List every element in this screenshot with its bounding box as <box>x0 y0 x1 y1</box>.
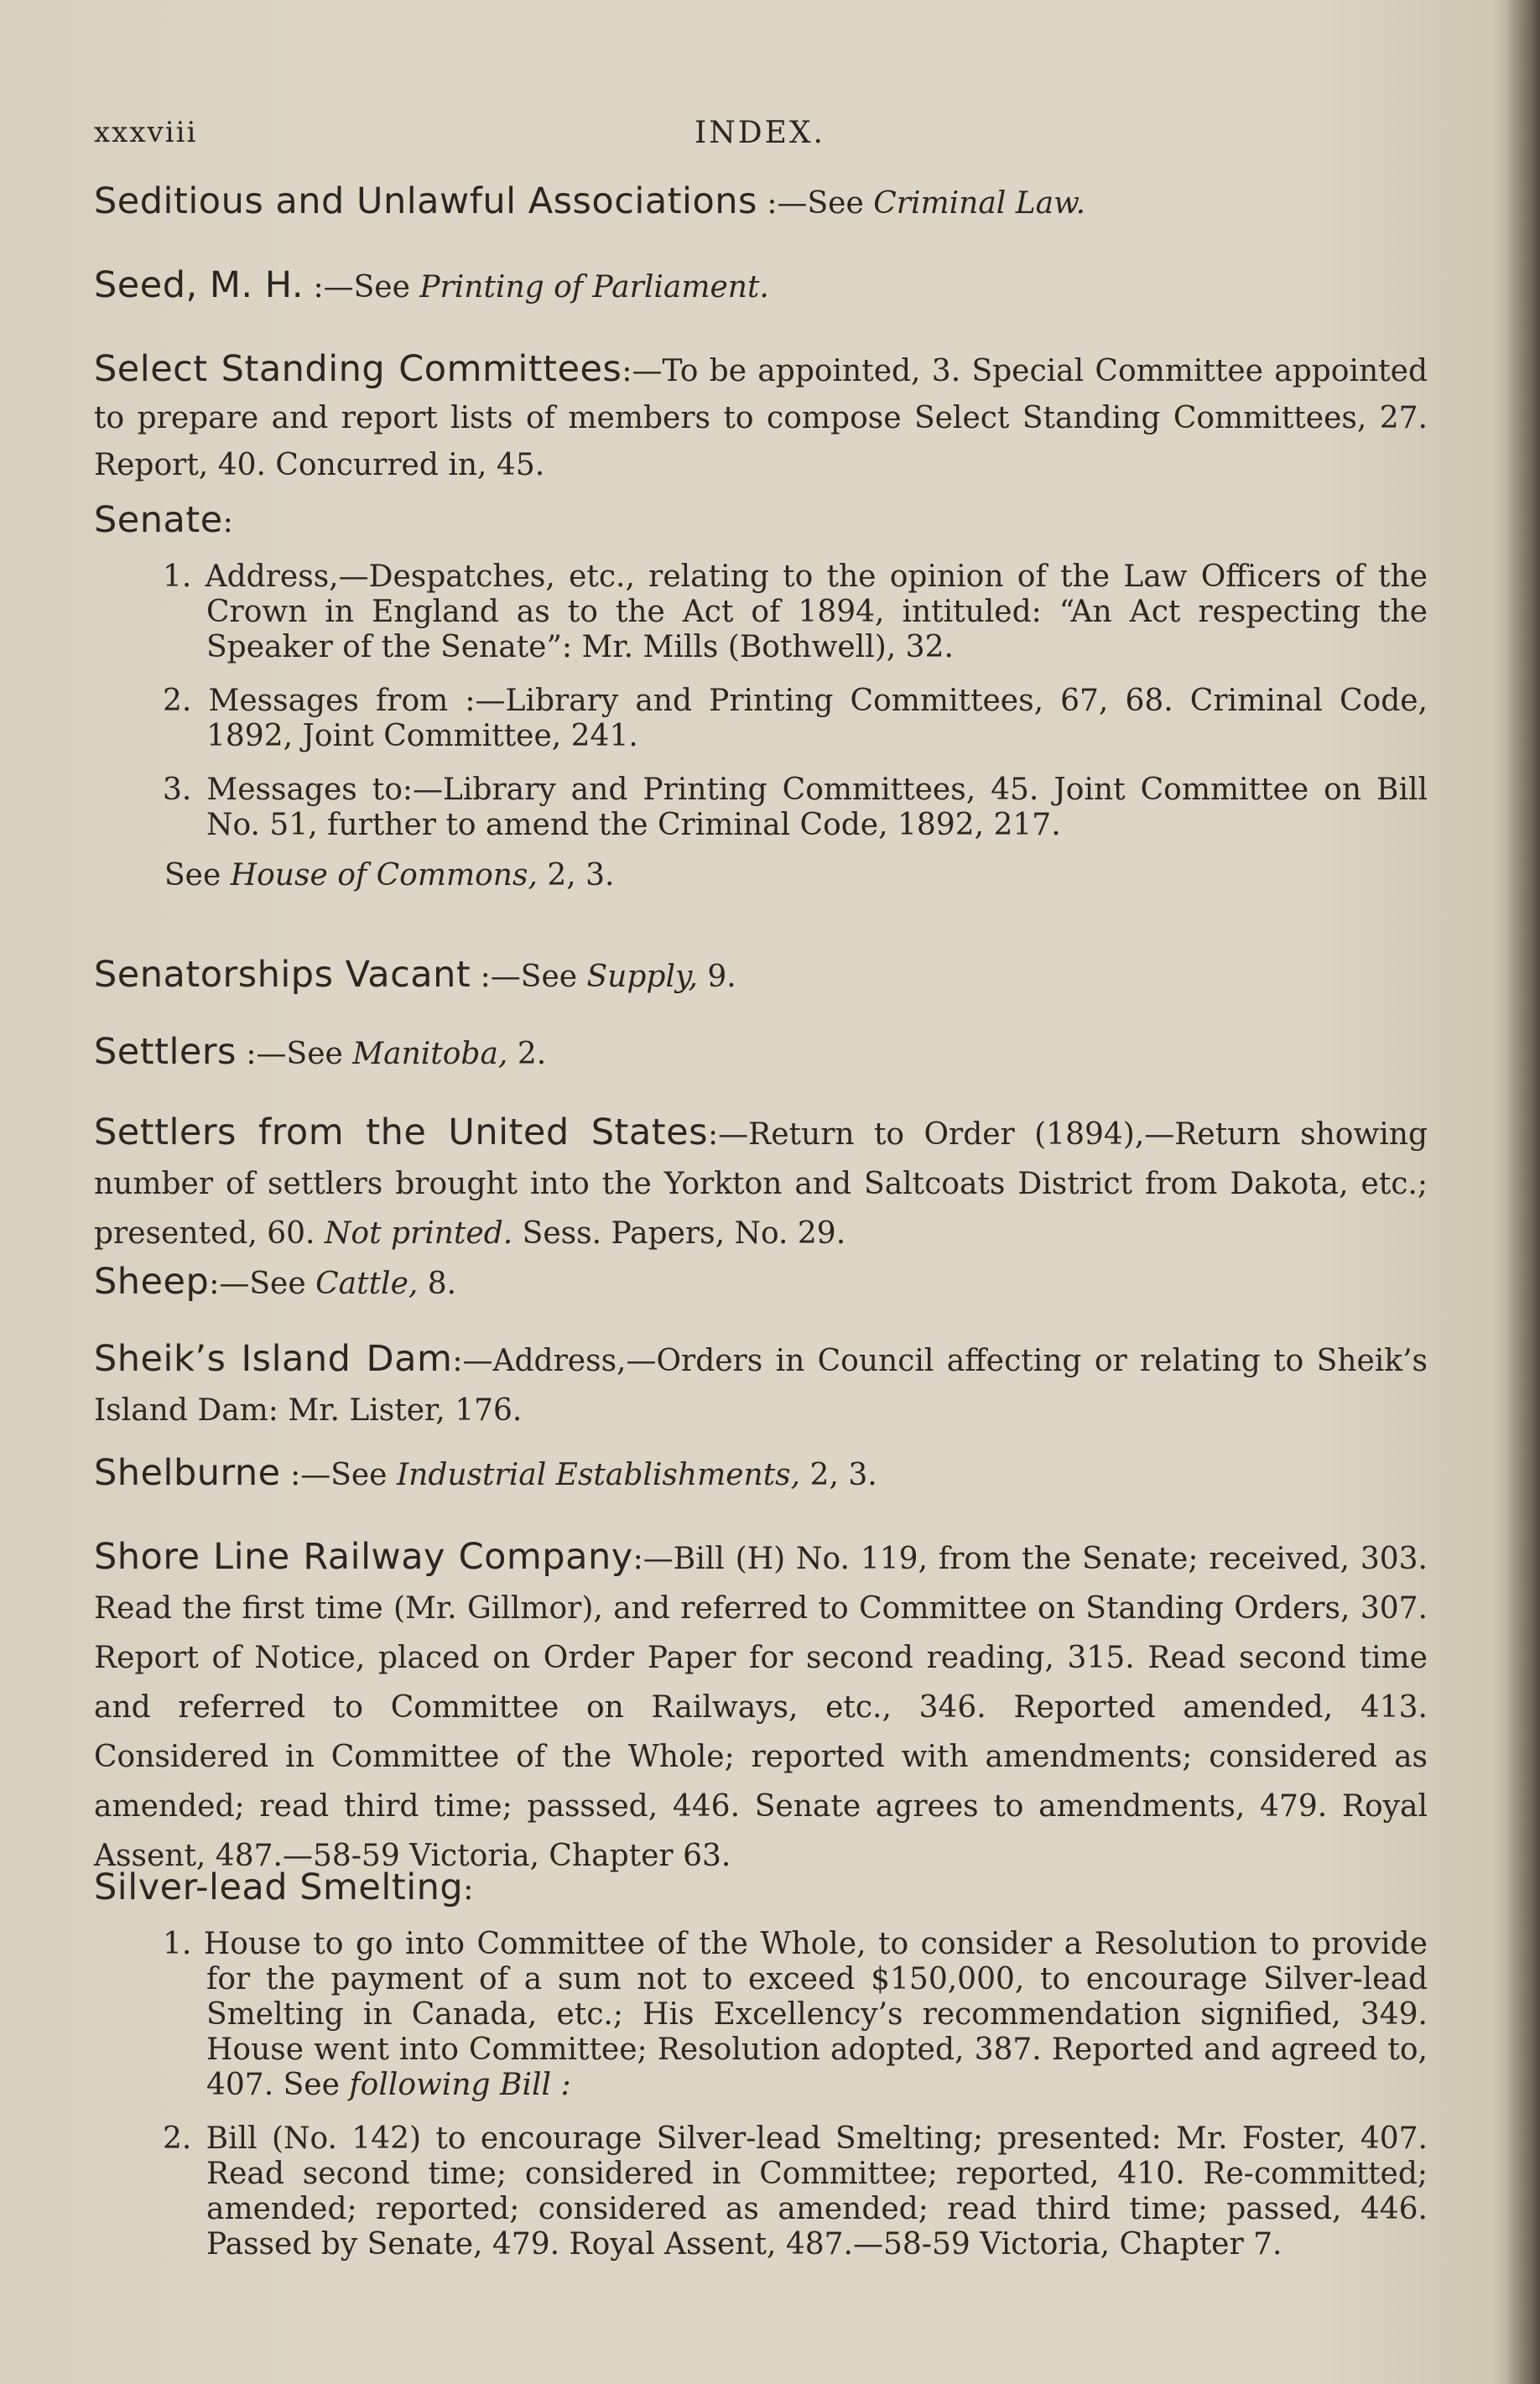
entry-term: Sheik’s Island Dam <box>94 1338 453 1380</box>
entry-term: Settlers <box>94 1031 237 1073</box>
list-item: 1. Address,—Despatches, etc., relating to the opinion of the Law Officers of the Crown in England as to the Act of 1894, intituled: “An Act respecting the Speaker of the Senate”: Mr. Mills (Bothwell), 32. <box>163 560 1428 664</box>
entry-text: :—Return to Order (1894),—Return showing number of settlers brought into the Yorkton and Saltcoats District from Dakota, etc.; presented, 60. <box>94 1117 1428 1251</box>
cross-reference: Printing of Parliament. <box>419 270 769 305</box>
entry-term: Settlers from the United States <box>94 1111 708 1153</box>
index-entry-sheep: Sheep:—See Cattle, 8. <box>94 1261 457 1303</box>
entry-term: Sheep <box>94 1261 210 1303</box>
list-item: 3. Messages to:—Library and Printing Committees, 45. Joint Committee on Bill No. 51, further to amend the Criminal Code, 1892, 217. <box>163 773 1428 842</box>
index-entry-sheiks-island-dam <box>94 1335 1428 1434</box>
entry-term: Seed, M. H. <box>94 264 304 306</box>
index-entry-select-standing-committees <box>94 346 1428 487</box>
page-number: xxxviii <box>94 116 198 149</box>
cross-reference: Industrial Establishments, <box>396 1458 801 1492</box>
entry-text: :—Address,—Orders in Council affecting or relating to Sheik’s Island Dam: Mr. Lister, 176. <box>94 1344 1428 1428</box>
list-item: 1. House to go into Committee of the Whole, to consider a Resolution to provide for the payment of a sum not to exceed $150,000, to encourage Silver-lead Smelting in Canada, etc.; His Excellency’s recommendation signified, 349. House went into Committee; Resolution adopted, 387. Reported and agreed to, 407. See following Bill : <box>163 1927 1428 2102</box>
entry-text: :—Bill (H) No. 119, from the Senate; received, 303. Read the first time (Mr. Gillmor), and referred to Committee on Standing Orders, 307. Report of Notice, placed on Order Paper for second reading, 315. Read second time and referred to Committee on Railways, etc., 346. Reported amended, 413. Considered in Committee of the Whole; reported with amendments; considered as amended; read third time; passsed, 446. Senate agrees to amendments, 479. Royal Assent, 487.—58-59 Victoria, Chapter 63. <box>94 1542 1428 1873</box>
cross-reference: House of Commons, <box>230 858 538 893</box>
index-entry-senatorships-vacant: Senatorships Vacant :—See Supply, 9. <box>94 954 736 996</box>
cross-reference: Criminal Law. <box>873 186 1086 221</box>
index-entry-settlers-united-states: Settlers from the United States:—Return to Order (1894),—Return showing number of settlers brought into the Yorkton and Saltcoats District from Dakota, etc.; presented, 60. Not printed. Sess. Papers, No. 29. <box>94 1111 1428 1251</box>
entry-term: Senatorships Vacant <box>94 954 471 996</box>
entry-term: Seditious and Unlawful Associations <box>94 180 757 222</box>
cross-reference: Not printed. <box>324 1216 513 1251</box>
list-item: 2. Bill (No. 142) to encourage Silver-lead Smelting; presented: Mr. Foster, 407. Read second time; considered in Committee; reported, 410. Re-committed; amended; reported; considered as amended; read third time; passed, 446. Passed by Senate, 479. Royal Assent, 487.—58-59 Victoria, Chapter 7. <box>163 2121 1428 2262</box>
entry-term: Senate <box>94 499 223 541</box>
cross-reference: Supply, <box>586 960 698 994</box>
cross-reference: Manitoba, <box>352 1037 508 1071</box>
index-entry-seditious: Seditious and Unlawful Associations :—See Criminal Law. <box>94 180 1086 222</box>
index-entry-settlers: Settlers :—See Manitoba, 2. <box>94 1031 547 1073</box>
index-entry-silver-lead-smelting: Silver-lead Smelting: 1. House to go into Committee of the Whole, to consider a Resolution to provide for the payment of a sum not to exceed $150,000, to encourage Silver-lead Smelting in Canada, etc.; His Excellency’s recommendation signified, 349. House went into Committee; Resolution adopted, 387. Reported and agreed to, 407. See following Bill : 2. Bill (No. 142) to encourage Silver-lead Smelting; presented: Mr. Foster, 407. Read second time; considered in Committee; reported, 410. Re-committed; amended; reported; considered as amended; read third time; passed, 446. Passed by Senate, 479. Royal Assent, 487.—58-59 Victoria, Chapter 7. <box>94 1866 1428 2262</box>
page-title: INDEX. <box>695 116 825 150</box>
entry-term: Shore Line Railway Company <box>94 1536 633 1578</box>
entry-term: Shelburne <box>94 1452 281 1494</box>
index-entry-senate: Senate: 1. Address,—Despatches, etc., relating to the opinion of the Law Officers of the Crown in England as to the Act of 1894, intituled: “An Act respecting the Speaker of the Senate”: Mr. Mills (Bothwell), 32. 2. Messages from :—Library and Printing Committees, 67, 68. Criminal Code, 1892, Joint Committee, 241. 3. Messages to:—Library and Printing Committees, 45. Joint Committee on Bill No. 51, further to amend the Criminal Code, 1892, 217. See House of Commons, 2, 3. <box>94 499 1428 893</box>
index-entry-shore-line-railway <box>94 1533 1428 1880</box>
see-also: See House of Commons, 2, 3. <box>164 858 615 893</box>
cross-reference: Cattle, <box>315 1267 419 1301</box>
cross-reference: following Bill : <box>349 2068 571 2102</box>
list-item: 2. Messages from :—Library and Printing Committees, 67, 68. Criminal Code, 1892, Joint Committee, 241. <box>163 684 1428 753</box>
index-entry-shelburne: Shelburne :—See Industrial Establishments, 2, 3. <box>94 1452 877 1494</box>
entry-term: Silver-lead Smelting <box>94 1866 464 1908</box>
page-spine-shadow <box>1506 0 1540 2384</box>
index-entry-seed: Seed, M. H. :—See Printing of Parliament. <box>94 264 769 306</box>
entry-text: :—To be appointed, 3. Special Committee appointed to prepare and report lists of members to compose Select Standing Committees, 27. Report, 40. Concurred in, 45. <box>94 354 1428 482</box>
entry-term: Select Standing Committees <box>94 348 622 390</box>
